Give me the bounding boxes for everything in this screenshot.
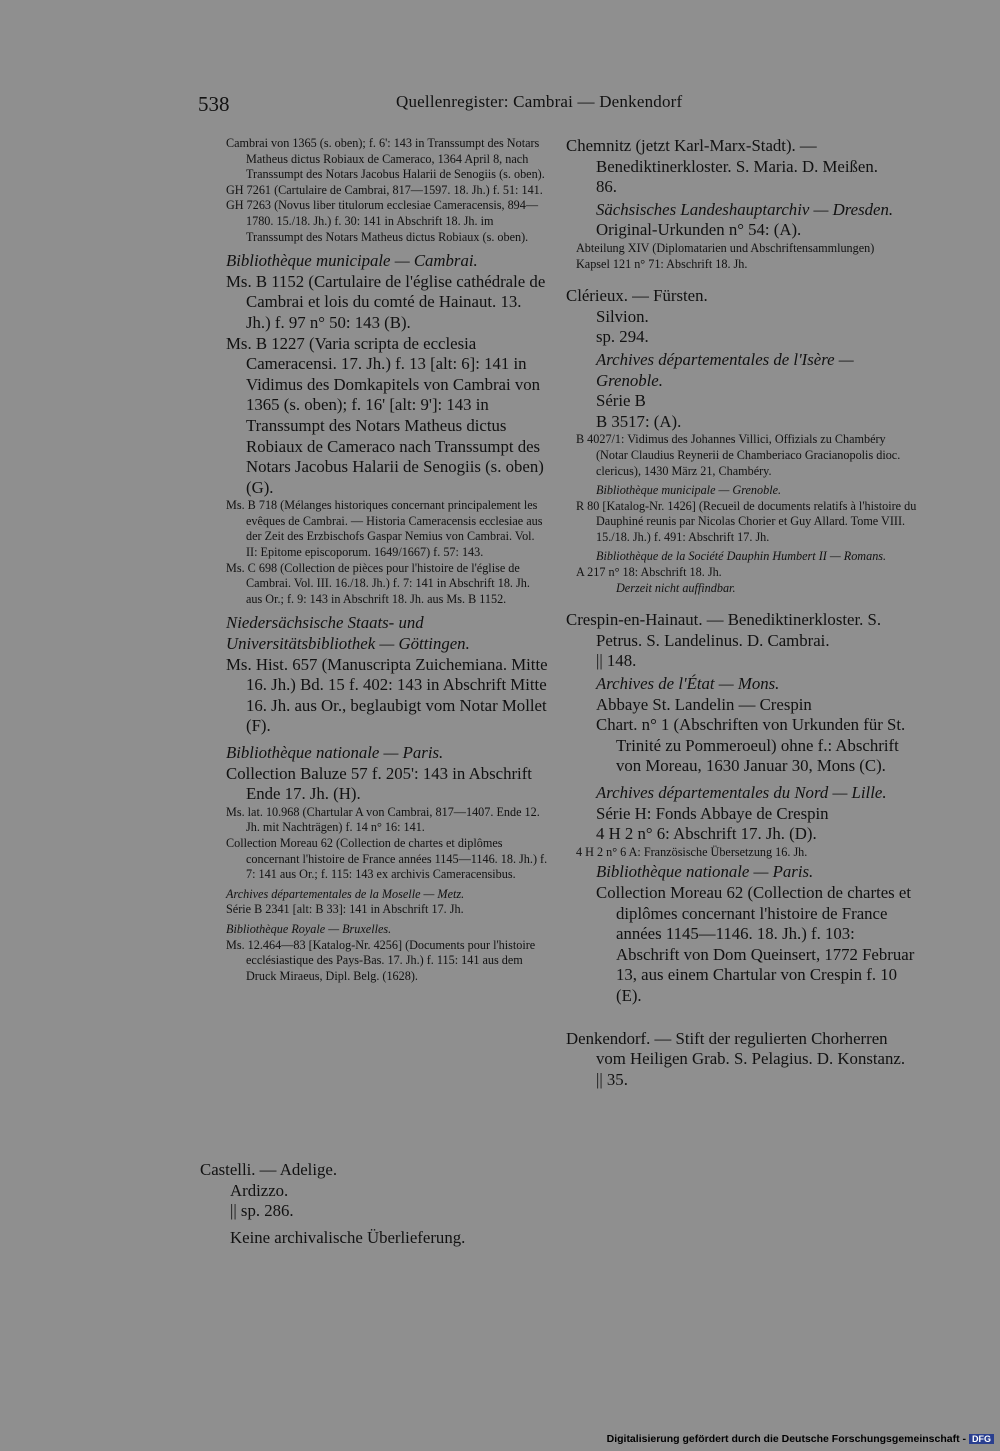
entry-text: B 4027/1: Vidimus des Johannes Villici, Offizials zu Chambéry (Notar Claudius Reynerii de Chamberiaco Gracianopolis dioc. clericus), 1430 März 21, Chambéry. xyxy=(576,432,901,478)
entry-heading: Clérieux. — Fürsten. xyxy=(566,286,708,306)
entry-text: Ms. lat. 10.968 (Chartular A von Cambrai, 817—1407. Ende 12. Jh. mit Nachträgen) f. 14 n° 16: 141. xyxy=(226,804,540,835)
entry-person: Silvion. xyxy=(596,306,649,326)
entry-text: Kapsel 121 n° 71: Abschrift 18. Jh. xyxy=(576,256,748,271)
entry-text: Ms. B 718 (Mélanges historiques concernant principalement les evêques de Cambrai. — Historia Cameracensis ecclesiae aus der Zeit des Erzbischofs Gaspar Nemius von Cambrai. Vol. II: Epitome episcoporum. 1649/1667) f. 57: 143. xyxy=(226,498,543,560)
running-title: Quellenregister: Cambrai — Denkendorf xyxy=(396,92,683,111)
entry-text: Collection Moreau 62 (Collection de chartes et diplômes concernant l'histoire de France années 1145—1146. 18. Jh.) f. 103: Abschrift von Dom Queinsert, 1772 Februar 13, aus einem Chartular von Crespin f. 10 (E). xyxy=(596,882,915,1005)
entry-text: Cambrai von 1365 (s. oben); f. 6': 143 in Transsumpt des Notars Matheus dictus Robiaux de Cameraco, 1364 April 8, nach Transsumpt des Notars Jacobus Halarii de Senogiis (s. oben). xyxy=(226,136,545,182)
entry-text: Ms. Hist. 657 (Manuscripta Zuichemiana. Mitte 16. Jh.) Bd. 15 f. 402: 143 in Abschrift Mitte 16. Jh. aus Or., beglaubigt vom Notar Mollet (F). xyxy=(226,654,548,736)
archive-heading: Archives de l'État — Mons. xyxy=(596,674,780,694)
entry-text: 4 H 2 n° 6: Abschrift 17. Jh. (D). xyxy=(596,824,817,844)
entry-text: Ms. C 698 (Collection de pièces pour l'histoire de l'église de Cambrai. Vol. III. 16./18. Jh.) f. 7: 141 in Abschrift 18. Jh. aus Or.; f. 9: 143 in Abschrift 18. Jh. aus Ms. B 1152. xyxy=(226,560,530,606)
entry-note: Derzeit nicht auffindbar. xyxy=(616,580,736,595)
entry-text: Chart. n° 1 (Abschriften von Urkunden für St. Trinité zu Pommeroeul) ohne f.: Abschrift von Moreau, 1630 Januar 30, Mons (C). xyxy=(596,715,906,776)
entry-heading: Crespin-en-Hainaut. — Benediktinerkloster. S. Petrus. S. Landelinus. D. Cambrai. xyxy=(566,610,882,650)
archive-heading: Bibliothèque municipale — Cambrai. xyxy=(226,251,478,271)
archive-heading: Bibliothèque de la Société Dauphin Humbert II — Romans. xyxy=(596,549,887,564)
entry-text: Ms. B 1227 (Varia scripta de ecclesia Cameracensi. 17. Jh.) f. 13 [alt: 6]: 141 in Vidimus des Domkapitels von Cambrai von 1365 (s. oben); f. 16' [alt: 9']: 143 in Transsumpt des Notars Matheus dictus Robiaux de Cameraco nach Transsumpt des Notars Jacobus Halarii de Senogiis (s. oben) (G). xyxy=(226,333,544,497)
archive-heading: Bibliothèque municipale — Grenoble. xyxy=(596,483,782,498)
archive-heading: Bibliothèque nationale — Paris. xyxy=(596,862,814,882)
entry-text: Ms. 12.464—83 [Katalog-Nr. 4256] (Documents pour l'histoire ecclésiastique des Pays-Bas. 17. Jh.) f. 115: 141 aus dem Druck Miraeus, Dipl. Belg. (1628). xyxy=(226,937,536,983)
entry-text: Original-Urkunden n° 54: (A). xyxy=(596,220,802,240)
entry-text: Abbaye St. Landelin — Crespin xyxy=(596,694,812,714)
archive-heading: Archives départementales de l'Isère — Grenoble. xyxy=(596,349,854,390)
entry-text: B 3517: (A). xyxy=(596,411,682,431)
entry-text: Collection Moreau 62 (Collection de chartes et diplômes concernant l'histoire de France années 1145—1146. 18. Jh.) f. 7: 141 aus Or.; f. 115: 143 ex archivis Cameracensibus. xyxy=(226,835,548,882)
entry-text: GH 7263 (Novus liber titulorum ecclesiae Cameracensis, 894—1780. 15./18. Jh.) f. 30: 141 in Abschrift 18. Jh. im Transsumpt des Notars Matheus dictus Robiaux (s. oben). xyxy=(226,198,539,244)
archive-heading: Archives départementales de la Moselle — Metz. xyxy=(226,886,465,901)
entry-text: Keine archivalische Überlieferung. xyxy=(230,1227,466,1247)
entry-reference: || 35. xyxy=(596,1069,628,1089)
entry-reference: || sp. 286. xyxy=(230,1201,294,1221)
entry-text: Série B 2341 [alt: B 33]: 141 in Abschrift 17. Jh. xyxy=(226,902,464,917)
entry-reference: || 148. xyxy=(596,651,637,671)
entry-person: Ardizzo. xyxy=(230,1180,289,1200)
entry-heading: Chemnitz (jetzt Karl-Marx-Stadt). — Benediktinerkloster. S. Maria. D. Meißen. xyxy=(566,136,878,176)
entry-text: A 217 n° 18: Abschrift 18. Jh. xyxy=(576,565,722,580)
entry-text: Ms. B 1152 (Cartulaire de l'église cathédrale de Cambrai et lois du comté de Hainaut. 13. Jh.) f. 97 n° 50: 143 (B). xyxy=(226,271,546,332)
footer-text: Digitalisierung gefördert durch die Deutsche Forschungsgemeinschaft - xyxy=(606,1433,966,1445)
entry-text: 4 H 2 n° 6 A: Französische Übersetzung 16. Jh. xyxy=(576,844,808,859)
entry-heading: Castelli. — Adelige. xyxy=(200,1160,338,1179)
archive-heading: Niedersächsische Staats- und Universitätsbibliothek — Göttingen. xyxy=(226,613,470,654)
entry-reference: sp. 294. xyxy=(596,327,649,347)
entry-heading: Denkendorf. — Stift der regulierten Chorherren vom Heiligen Grab. S. Pelagius. D. Konstanz. xyxy=(566,1028,906,1069)
digitization-footer xyxy=(607,1433,994,1445)
entry-text: Abteilung XIV (Diplomatarien und Abschriftensammlungen) xyxy=(576,240,875,255)
archive-heading: Sächsisches Landeshauptarchiv — Dresden. xyxy=(596,199,894,219)
archive-heading: Bibliothèque Royale — Bruxelles. xyxy=(226,921,392,936)
left-column xyxy=(226,136,548,984)
entry-text: R 80 [Katalog-Nr. 1426] (Recueil de documents relatifs à l'histoire du Dauphiné reunis par Nicolas Chorier et Guy Allard. Tome VIII. 15./18. Jh.) f. 491: Abschrift 17. Jh. xyxy=(576,498,917,544)
archive-heading: Bibliothèque nationale — Paris. xyxy=(226,743,444,762)
page-number: 538 xyxy=(198,92,230,116)
right-column xyxy=(566,136,918,1090)
dfg-logo: DFG xyxy=(969,1434,994,1444)
entry-reference: 86. xyxy=(596,177,617,197)
entry-text: Collection Baluze 57 f. 205': 143 in Abschrift Ende 17. Jh. (H). xyxy=(226,763,532,804)
entry-text: Série H: Fonds Abbaye de Crespin xyxy=(596,803,829,823)
entry-castelli xyxy=(200,1160,550,1248)
entry-text: GH 7261 (Cartulaire de Cambrai, 817—1597. 18. Jh.) f. 51: 141. xyxy=(226,182,543,197)
archive-heading: Archives départementales du Nord — Lille. xyxy=(596,783,887,802)
entry-text: Série B xyxy=(596,391,646,411)
